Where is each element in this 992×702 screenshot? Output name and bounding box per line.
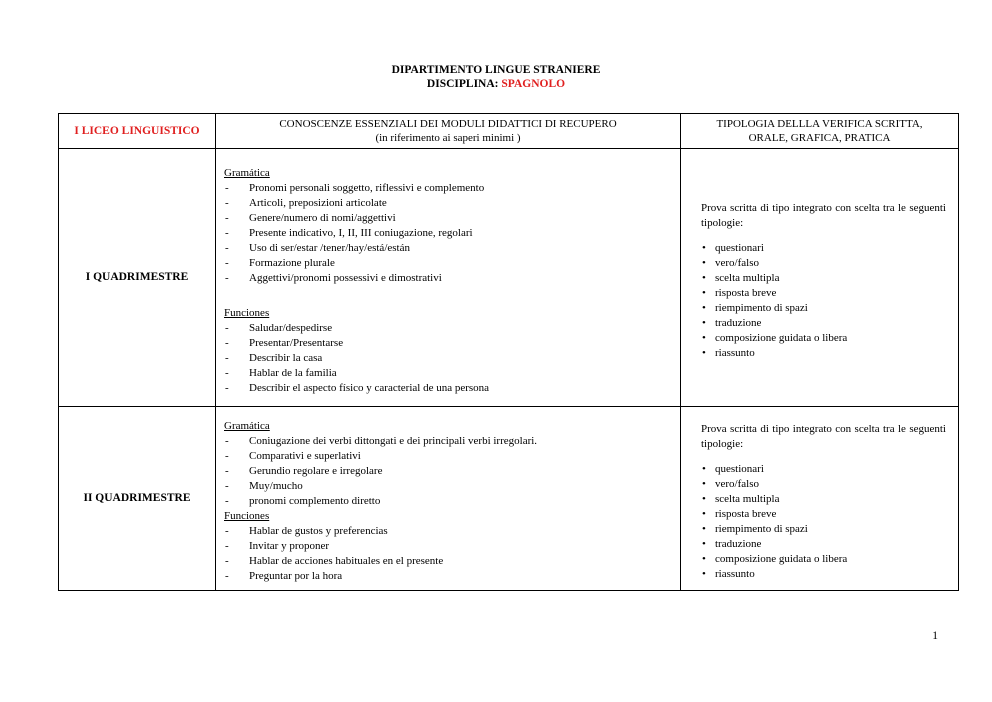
test-type-header-line1: TIPOLOGIA DELLLA VERIFICA SCRITTA, [716, 118, 923, 130]
list-item: • risposta breve [701, 507, 946, 522]
test-intro: Prova scritta di tipo integrato con scelta tra le seguenti tipologie: [701, 201, 946, 229]
list-item: • composizione guidata o libera [701, 331, 946, 346]
list-item: - Describir el aspecto físico y caracterial de una persona [224, 381, 672, 396]
list-item: - Coniugazione dei verbi dittongati e dei principali verbi irregolari. [224, 434, 672, 449]
list-item: - Genere/numero di nomi/aggettivi [224, 211, 672, 226]
test-type-cell [681, 407, 959, 591]
list-item: • scelta multipla [701, 271, 946, 286]
list-item: • riassunto [701, 346, 946, 361]
list-item: - Uso di ser/estar /tener/hay/está/están [224, 241, 672, 256]
grammatica-title: Gramática [224, 420, 270, 432]
list-item: - Preguntar por la hora [224, 569, 672, 584]
list-item: • riempimento di spazi [701, 301, 946, 316]
list-item: - Saludar/despedirse [224, 321, 672, 336]
list-item: - Pronomi personali soggetto, riflessivi e complemento [224, 181, 672, 196]
list-item: - Describir la casa [224, 351, 672, 366]
list-item: - Presente indicativo, I, II, III coniugazione, regolari [224, 226, 672, 241]
list-item: - Hablar de acciones habituales en el presente [224, 554, 672, 569]
list-item: - Muy/mucho [224, 479, 672, 494]
test-type-column-header [681, 114, 959, 149]
table-header-row [59, 114, 959, 149]
curriculum-table [58, 113, 959, 591]
list-item: - Gerundio regolare e irregolare [224, 464, 672, 479]
list-item: • riempimento di spazi [701, 522, 946, 537]
test-type-list [701, 462, 946, 582]
grammatica-list [224, 434, 672, 509]
discipline-value: SPAGNOLO [501, 78, 566, 90]
list-item: - Formazione plurale [224, 256, 672, 271]
funciones-title: Funciones [224, 306, 270, 319]
grammatica-list [224, 181, 672, 286]
grammatica-title: Gramática [224, 166, 270, 179]
period-label: I QUADRIMESTRE [59, 149, 216, 407]
list-item: - pronomi complemento diretto [224, 494, 672, 509]
list-item: • scelta multipla [701, 492, 946, 507]
list-item: - Invitar y proponer [224, 539, 672, 554]
page-header [0, 63, 992, 91]
discipline-line [0, 77, 992, 91]
knowledge-header-line1: CONOSCENZE ESSENZIALI DEI MODULI DIDATTICI DI RECUPERO [279, 118, 617, 130]
list-item: - Hablar de gustos y preferencias [224, 524, 672, 539]
list-item: - Aggettivi/pronomi possessivi e dimostrativi [224, 271, 672, 286]
list-item: • traduzione [701, 537, 946, 552]
list-item: • traduzione [701, 316, 946, 331]
funciones-list [224, 321, 672, 396]
table-row [59, 149, 959, 407]
funciones-title: Funciones [224, 510, 270, 522]
list-item: • vero/falso [701, 256, 946, 271]
department-title: DIPARTIMENTO LINGUE STRANIERE [391, 64, 601, 76]
list-item: • questionari [701, 241, 946, 256]
test-type-list [701, 241, 946, 361]
test-type-cell [681, 149, 959, 407]
test-type-header-line2: ORALE, GRAFICA, PRATICA [748, 132, 891, 144]
period-label: II QUADRIMESTRE [59, 407, 216, 591]
list-item: • riassunto [701, 567, 946, 582]
knowledge-header-line2: (in riferimento ai saperi minimi ) [375, 132, 521, 144]
class-label: I LICEO LINGUISTICO [59, 114, 216, 149]
list-item: - Articoli, preposizioni articolate [224, 196, 672, 211]
table-row [59, 407, 959, 591]
knowledge-cell [216, 407, 681, 591]
funciones-list [224, 524, 672, 584]
list-item: - Hablar de la familia [224, 366, 672, 381]
list-item: • composizione guidata o libera [701, 552, 946, 567]
list-item: - Presentar/Presentarse [224, 336, 672, 351]
list-item: • vero/falso [701, 477, 946, 492]
list-item: • risposta breve [701, 286, 946, 301]
knowledge-cell [216, 149, 681, 407]
discipline-label: DISCIPLINA: [426, 78, 502, 90]
test-intro: Prova scritta di tipo integrato con scelta tra le seguenti tipologie: [701, 422, 946, 450]
list-item: • questionari [701, 462, 946, 477]
knowledge-column-header [216, 114, 681, 149]
page-number: 1 [932, 630, 938, 642]
list-item: - Comparativi e superlativi [224, 449, 672, 464]
